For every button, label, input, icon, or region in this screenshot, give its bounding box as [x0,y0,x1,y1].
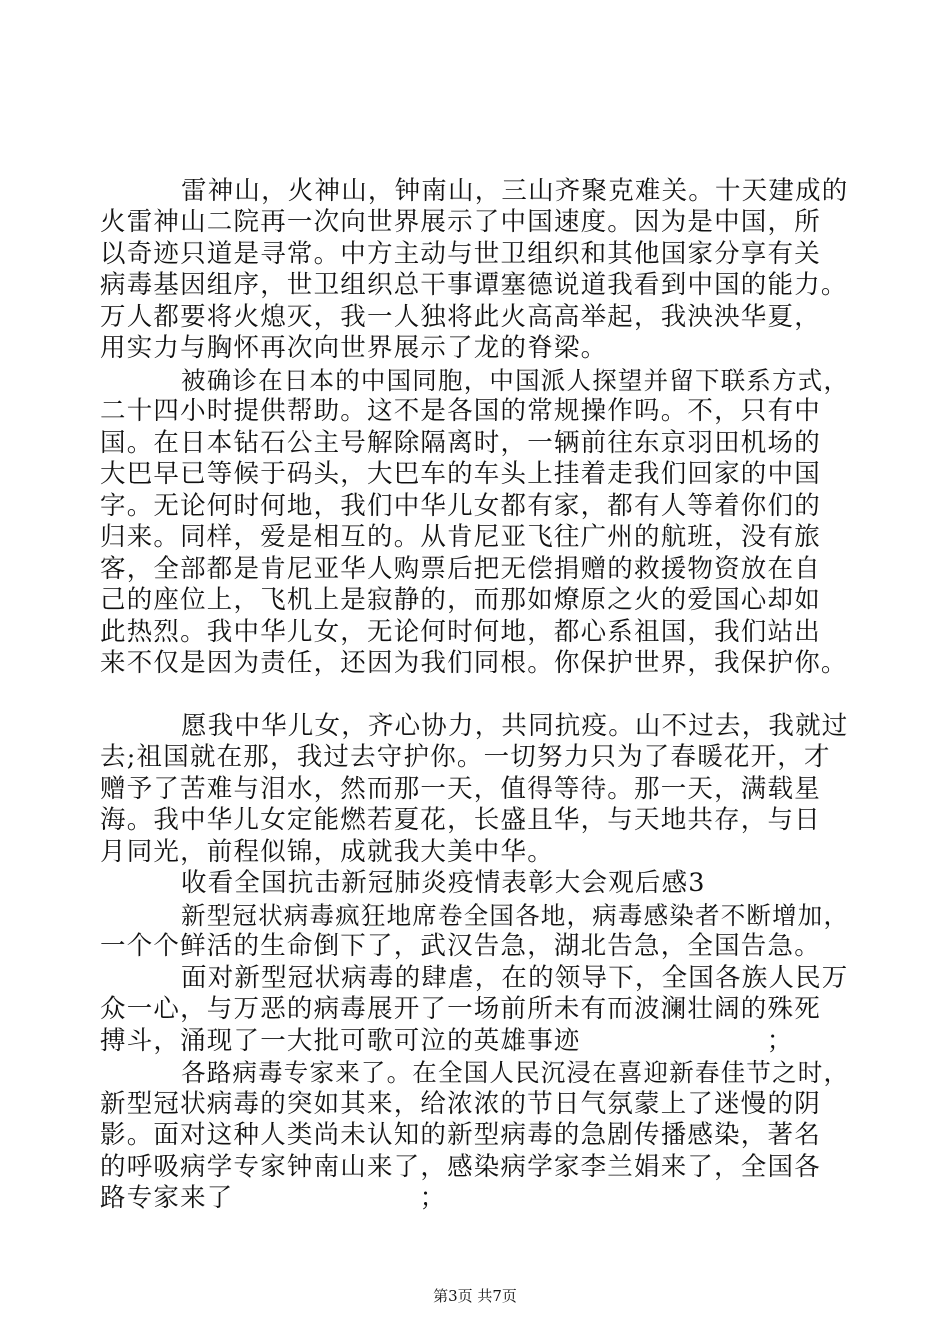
text-line: 大巴早已等候于码头，大巴车的车头上挂着走我们回家的中国 [100,459,821,489]
text-line: 字。无论何时何地，我们中华儿女都有家，都有人等着你们的 [100,491,821,521]
text-line: 众一心，与万恶的病毒展开了一场前所未有而波澜壮阔的殊死 [100,994,821,1024]
text-line: 被确诊在日本的中国同胞，中国派人探望并留下联系方式， [181,366,850,395]
text-line: 客，全部都是肯尼亚华人购票后把无偿捐赠的救援物资放在自 [100,554,821,584]
text-line: 海。我中华儿女定能燃若夏花，长盛且华，与天地共存，与日 [100,805,821,835]
page-number-footer: 第3页 共7页 [433,1287,517,1305]
text-line: 己的座位上，飞机上是寂静的，而那如燎原之火的爱国心却如 [100,585,821,615]
text-line: 赠予了苦难与泪水，然而那一天，值得等待。那一天，满载星 [100,774,821,804]
text-line: 以奇迹只道是寻常。中方主动与世卫组织和其他国家分享有关 [100,239,821,269]
text-line: 此热烈。我中华儿女，无论何时何地，都心系祖国，我们站出 [100,617,821,647]
text-line: 面对新型冠状病毒的肆虐，在的领导下，全国各族人民万 [181,963,849,993]
text-line: 的呼吸病学专家钟南山来了，感染病学家李兰娟来了，全国各 [100,1152,821,1182]
text-line: 各路病毒专家来了。在全国人民沉浸在喜迎新春佳节之时， [181,1058,850,1087]
text-line: 新型冠状病毒疯狂地席卷全国各地，病毒感染者不断增加， [181,901,850,930]
text-line: 雷神山，火神山，钟南山，三山齐聚克难关。十天建成的 [181,176,849,206]
text-line: 月同光，前程似锦，成就我大美中华。 [100,837,554,867]
text-line: 去;祖国就在那，我过去守护你。一切努力只为了春暖花开，才 [100,742,831,772]
text-line: 病毒基因组序，世卫组织总干事谭塞德说道我看到中国的能力。 [100,270,848,300]
text-line: 国。在日本钻石公主号解除隔离时，一辆前往东京羽田机场的 [100,428,821,458]
text-line: 用实力与胸怀再次向世界展示了龙的脊梁。 [100,333,608,363]
text-line: 来不仅是因为责任，还因为我们同根。你保护世界，我保护你。 [100,648,848,678]
text-line: 搏斗，涌现了一大批可歌可泣的英雄事迹 ； [100,1026,794,1056]
text-line: 影。面对这种人类尚未认知的新型病毒的急剧传播感染，著名 [100,1120,821,1150]
text-line: 新型冠状病毒的突如其来，给浓浓的节日气氛蒙上了迷慢的阴 [100,1089,821,1119]
text-line: 一个个鲜活的生命倒下了，武汉告急，湖北告急，全国告急。 [100,931,821,961]
text-line: 归来。同样，爱是相互的。从肯尼亚飞往广州的航班，没有旅 [100,522,821,552]
text-line: 火雷神山二院再一次向世界展示了中国速度。因为是中国，所 [100,207,821,237]
text-line: 万人都要将火熄灭，我一人独将此火高高举起，我泱泱华夏， [100,302,821,332]
text-line: 愿我中华儿女，齐心协力，共同抗疫。山不过去，我就过 [181,711,849,741]
text-line: 二十四小时提供帮助。这不是各国的常规操作吗。不，只有中 [100,396,821,426]
text-line: 路专家来了 ； [100,1183,447,1213]
section-heading: 收看全国抗击新冠肺炎疫情表彰大会观后感3 [181,868,706,898]
